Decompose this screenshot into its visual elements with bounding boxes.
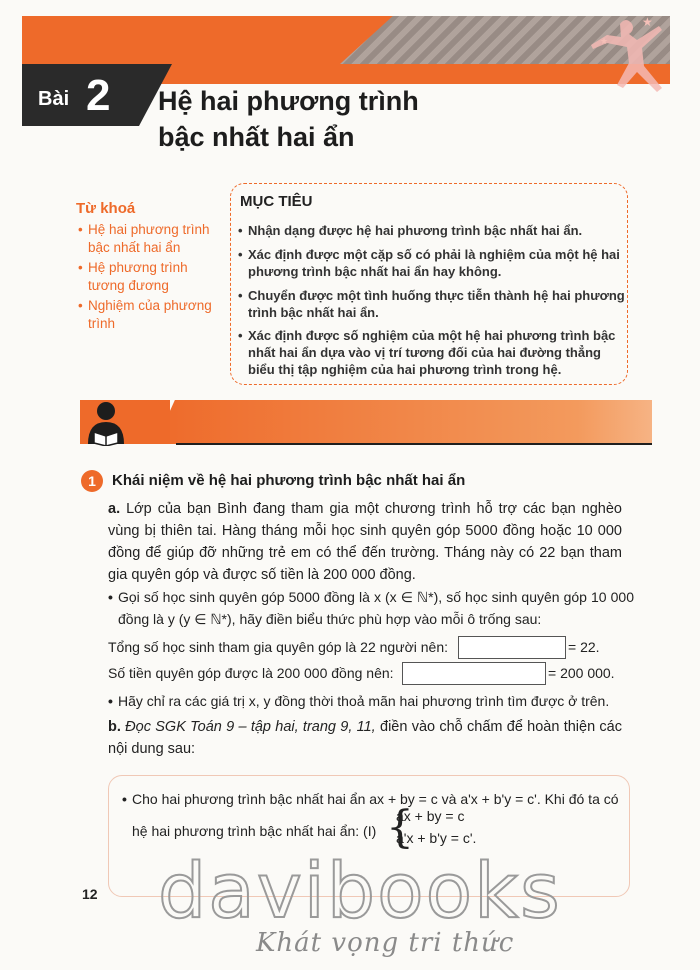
- equation-1-prefix: Tổng số học sinh tham gia quyên góp là 22 người nên:: [108, 639, 448, 655]
- lesson-number: 2: [86, 71, 111, 120]
- keyword-item: • Hệ hai phương trình bậc nhất hai ẩn: [78, 221, 228, 257]
- section-number-badge: 1: [81, 470, 103, 492]
- part-b-label: b.: [108, 719, 121, 735]
- definition-line: • Cho hai phương trình bậc nhất hai ẩn ax + by = c và a'x + b'y = c'. Khi đó ta có: [122, 788, 628, 810]
- definition-system-label: hệ hai phương trình bậc nhất hai ẩn: (I): [132, 823, 377, 839]
- system-equation-1: ax + by = c: [396, 808, 465, 824]
- part-b-reference: Đọc SGK Toán 9 – tập hai, trang 9, 11,: [125, 719, 376, 735]
- bullet-text: • Gọi số học sinh quyên góp 5000 đồng là x (x ∈ ℕ*), số học sinh quyên góp 10 000 đồng là y (y ∈ ℕ*), hãy điền biểu thức phù hợp vào mỗi ô trống sau:: [108, 586, 634, 630]
- part-b-paragraph: [108, 716, 622, 760]
- bullet-text: • Hãy chỉ ra các giá trị x, y đồng thời thoả mãn hai phương trình tìm được ở trên.: [108, 690, 634, 712]
- equation-1-suffix: = 22.: [568, 639, 600, 655]
- part-a-text: Lớp của bạn Bình đang tham gia một chương trình hỗ trợ các bạn nghèo vùng bị thiên tai. Hàng tháng mỗi học sinh quyên góp 5000 đồng hoặc 10 000 đồng để giúp đỡ những trẻ em có thể đến trường. Tháng này có 22 bạn tham gia quyên góp và được số tiền là 200 000 đồng.: [108, 501, 622, 583]
- objective-item: • Xác định được một cặp số có phải là nghiệm của một hệ hai phương trình bậc nhất hai ẩn hay không.: [238, 246, 630, 280]
- divider-line: [176, 443, 652, 445]
- keyword-item: • Hệ phương trình tương đương: [78, 259, 228, 295]
- keyword-item: • Nghiệm của phương trình: [78, 297, 228, 333]
- equation-2-blank[interactable]: [402, 662, 546, 685]
- page-number: 12: [82, 886, 98, 902]
- section-title: Khái niệm về hệ hai phương trình bậc nhất hai ẩn: [112, 472, 466, 489]
- equation-2-prefix: Số tiền quyên góp được là 200 000 đồng nên:: [108, 665, 394, 681]
- svg-text:★: ★: [600, 36, 609, 46]
- part-a-label: a.: [108, 501, 121, 517]
- watermark-slogan: Khát vọng tri thức: [256, 928, 515, 958]
- objective-item: • Nhận dạng được hệ hai phương trình bậc nhất hai ẩn.: [238, 222, 630, 239]
- part-a-paragraph: [108, 498, 622, 586]
- objectives-title: MỤC TIÊU: [240, 193, 313, 210]
- objective-item: • Xác định được số nghiệm của một hệ hai phương trình bậc nhất hai ẩn dựa vào vị trí tương đối của hai đường thẳng biểu thị tập nghiệm của hai phương trình trong hệ.: [238, 327, 630, 378]
- part-b-text: điền vào chỗ chấm để hoàn thiện các nội dung sau:: [108, 719, 622, 757]
- equation-1-blank[interactable]: [458, 636, 566, 659]
- start-banner: [155, 400, 652, 444]
- lesson-word: Bài: [38, 88, 70, 110]
- equation-2-suffix: = 200 000.: [548, 665, 615, 681]
- reading-person-icon: [82, 400, 166, 446]
- svg-text:★: ★: [642, 15, 653, 29]
- dancer-illustration: [580, 14, 672, 114]
- objective-item: • Chuyển được một tình huống thực tiễn thành hệ hai phương trình bậc nhất hai ẩn.: [238, 287, 630, 321]
- lesson-title-line1: Hệ hai phương trình: [158, 86, 419, 116]
- keywords-title: Từ khoá: [76, 200, 136, 217]
- system-brace: {: [386, 802, 414, 853]
- system-equation-2: a'x + b'y = c'.: [396, 830, 477, 846]
- watermark-brand: davibooks: [158, 846, 562, 935]
- lesson-title-line2: bậc nhất hai ẩn: [158, 122, 355, 152]
